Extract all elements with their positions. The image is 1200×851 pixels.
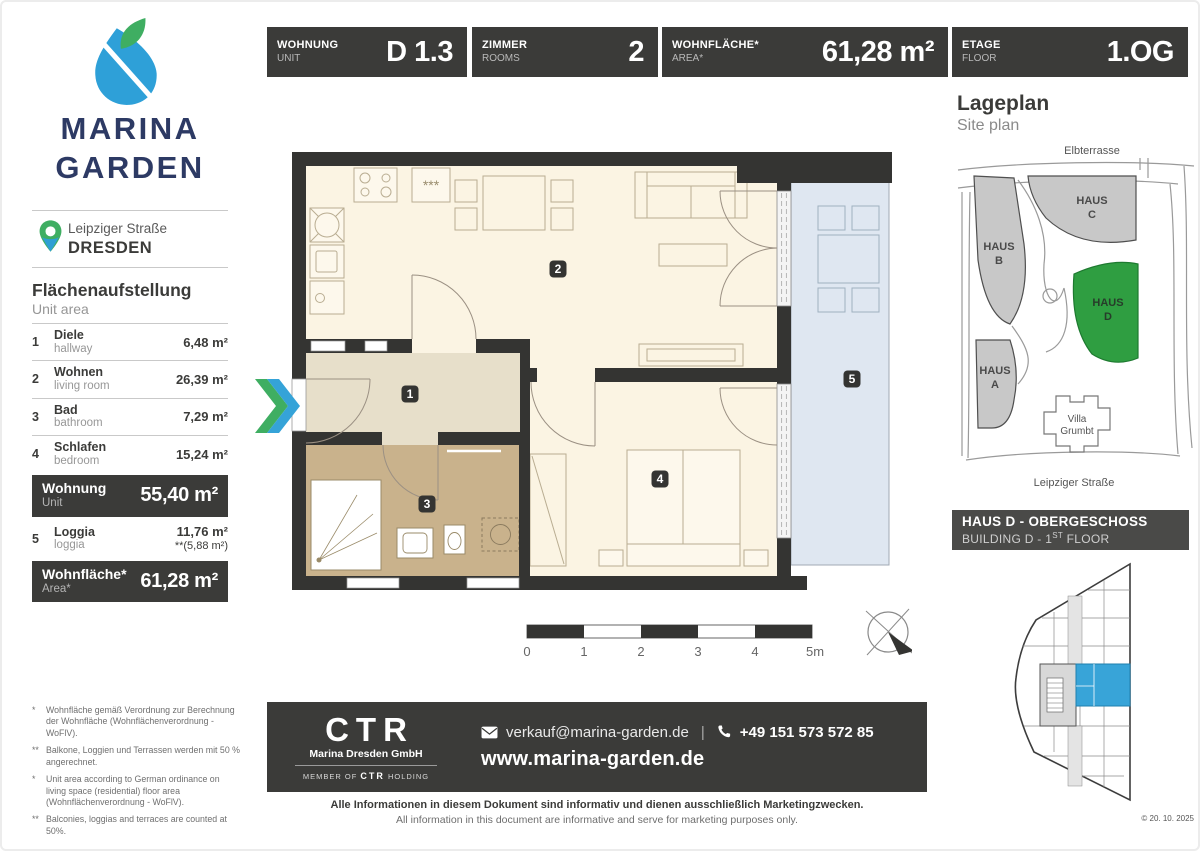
footnote-mark: * — [32, 774, 36, 785]
rooms-label-en: ROOMS — [482, 52, 520, 64]
row-value: 15,24 m² — [175, 446, 228, 462]
footnote — [32, 774, 240, 808]
floor-label-de: ETAGE — [962, 39, 1001, 52]
contact-phone[interactable]: +49 151 573 572 85 — [739, 723, 874, 741]
footnote-mark: ** — [32, 814, 39, 825]
footnote-mark: ** — [32, 745, 39, 756]
footnote-text: Unit area according to German ordinance on living space (residential) floor area (Wohnflächenverordnung - WoFlV). — [46, 774, 220, 807]
haus-c-letter: C — [1088, 209, 1096, 221]
area-total-box — [32, 561, 228, 603]
scale-label: 1 — [580, 644, 588, 659]
divider — [32, 267, 228, 268]
building-title-en-sup: ST — [1052, 530, 1064, 540]
street-elbterrasse: Elbterrasse — [1064, 145, 1120, 157]
area-total-label-de: Wohnfläche* — [42, 565, 127, 582]
disclaimer — [267, 799, 927, 826]
building-title-en-prefix: BUILDING D - 1 — [962, 531, 1053, 546]
ctr-member-line — [291, 771, 441, 781]
floor-plan — [252, 148, 912, 672]
row-name-en: loggia — [54, 539, 85, 552]
ctr-logo-block — [291, 713, 441, 781]
haus-c-label: HAUS — [1076, 195, 1108, 207]
footnote-text: Wohnfläche gemäß Verordnung zur Berechnung der Wohnfläche (Wohnflächenverordnung - WoFlV). — [46, 705, 235, 738]
footnote-mark: * — [32, 705, 36, 715]
header-box-rooms — [472, 27, 658, 77]
villa-line2: Grumbt — [1060, 426, 1094, 437]
haus-a-label: HAUS — [979, 365, 1011, 377]
footnote — [32, 705, 240, 739]
header-box-unit — [267, 27, 467, 77]
footnote — [32, 745, 240, 768]
badge-loggia: 5 — [848, 372, 856, 386]
website-link[interactable]: www.marina-garden.de — [481, 747, 705, 770]
disclaimer-en: All information in this document are informative and serve for marketing purposes only. — [396, 814, 798, 826]
row-name-de: Bad — [54, 402, 78, 417]
phone-icon — [717, 724, 732, 740]
area-label-en: AREA* — [672, 52, 704, 64]
member-suffix: HOLDING — [384, 772, 430, 781]
envelope-icon — [481, 726, 498, 739]
scale-label: 4 — [751, 644, 759, 659]
villa-line1: Villa — [1067, 414, 1087, 425]
site-buildings — [974, 176, 1138, 452]
row-name-en: bedroom — [54, 454, 100, 467]
row-value: 6,48 m² — [183, 334, 228, 350]
floor-label-en: FLOOR — [962, 52, 997, 64]
row-name-de: Schlafen — [54, 439, 107, 454]
loggia-value: 11,76 m² — [176, 523, 228, 539]
rooms-value: 2 — [628, 35, 644, 68]
compass-icon — [866, 609, 912, 655]
divider — [32, 210, 228, 211]
plan-date: © 20. 10. 2025 — [1141, 814, 1194, 823]
siteplan-title-en: Site plan — [957, 117, 1020, 134]
building-title-en-suffix: FLOOR — [1063, 531, 1110, 546]
table-row-hallway — [32, 323, 228, 360]
header-box-floor — [952, 27, 1188, 77]
header-box-area — [662, 27, 948, 77]
table-row-loggia — [32, 520, 228, 558]
haus-d-label: HAUS — [1092, 297, 1124, 309]
area-label-de: WOHNFLÄCHE* — [672, 39, 760, 52]
area-table — [32, 323, 228, 605]
row-value: 7,29 m² — [183, 409, 228, 425]
member-prefix: MEMBER OF — [302, 772, 361, 781]
street-leipziger: Leipziger Straße — [1033, 477, 1115, 489]
row-num: 1 — [32, 335, 39, 350]
building-overview-plan — [984, 556, 1199, 806]
row-num: 3 — [32, 409, 39, 424]
building-title-de: HAUS D - OBERGESCHOSS — [962, 514, 1148, 529]
row-name-de: Loggia — [54, 524, 95, 539]
footnote-text: Balconies, loggias and terraces are counted at 50%. — [46, 814, 227, 836]
row-num: 4 — [32, 447, 39, 462]
scale-label: 3 — [694, 644, 702, 659]
table-row-bedroom — [32, 435, 228, 472]
row-num: 2 — [32, 372, 39, 387]
contact-separator: | — [700, 723, 705, 741]
room-loggia — [791, 166, 889, 565]
siteplan-title-de: Lageplan — [957, 92, 1050, 115]
badge-bedroom: 4 — [656, 472, 664, 486]
ctr-divider — [295, 765, 437, 766]
site-plan — [952, 138, 1200, 506]
contact-email[interactable]: verkauf@marina-garden.de — [506, 723, 689, 741]
unit-value: D 1.3 — [386, 35, 453, 68]
row-num: 5 — [32, 531, 39, 546]
badge-hallway: 1 — [406, 387, 414, 401]
area-total-label-en: Area* — [42, 582, 71, 595]
brand-name — [2, 110, 258, 188]
building-corridor-lower — [1068, 726, 1082, 786]
building-section-header — [952, 510, 1189, 550]
haus-c-shape — [1028, 176, 1136, 242]
haus-b-letter: B — [995, 255, 1003, 267]
scale-label: 2 — [637, 644, 645, 659]
highlighted-unit — [1076, 664, 1130, 706]
badge-living: 2 — [554, 262, 562, 276]
brand-line2: GARDEN — [55, 149, 205, 185]
area-table-title-de: Flächenaufstellung — [32, 280, 192, 300]
location-street: Leipziger Straße — [68, 221, 168, 236]
row-name-en: bathroom — [54, 417, 103, 430]
location-city: DRESDEN — [68, 239, 153, 257]
area-total-value: 61,28 m² — [140, 569, 218, 592]
footnotes — [32, 705, 240, 843]
ctr-company: Marina Dresden GmbH — [309, 748, 423, 760]
footer-bar — [267, 702, 927, 792]
bedroom-furniture — [530, 450, 768, 566]
unit-label-en: UNIT — [277, 52, 301, 64]
building-title-en — [962, 531, 1179, 547]
row-value: 26,39 m² — [175, 371, 228, 387]
row-name-de: Wohnen — [54, 365, 104, 380]
floor-value: 1.OG — [1106, 35, 1174, 68]
area-value: 61,28 m² — [821, 35, 934, 68]
unit-total-label-en: Unit — [42, 497, 63, 510]
brand-line1: MARINA — [60, 111, 200, 146]
footnote — [32, 814, 240, 837]
member-brand: CTR — [360, 771, 385, 781]
haus-b-label: HAUS — [983, 241, 1015, 253]
marina-garden-logo-icon — [86, 16, 168, 110]
row-name-en: living room — [54, 380, 110, 393]
contact-block — [481, 724, 874, 771]
loggia-value-note: **(5,88 m²) — [174, 540, 228, 553]
footnote-text: Balkone, Loggien und Terrassen werden mit 50 % angerechnet. — [46, 745, 240, 767]
unit-total-value: 55,40 m² — [140, 484, 218, 507]
row-name-en: hallway — [54, 342, 93, 355]
building-corridor-upper — [1068, 596, 1082, 664]
table-row-bathroom — [32, 398, 228, 435]
scale-bar — [523, 625, 824, 659]
dishwasher-symbol: *** — [422, 177, 440, 193]
unit-label-de: WOHNUNG — [277, 39, 339, 52]
unit-total-box — [32, 475, 228, 517]
location-pin-icon — [38, 219, 63, 253]
ctr-logo: CTR — [325, 711, 414, 748]
row-name-de: Diele — [54, 328, 84, 342]
haus-d-letter: D — [1104, 311, 1112, 323]
haus-a-letter: A — [991, 379, 999, 391]
badge-bathroom: 3 — [423, 497, 431, 511]
unit-total-label-de: Wohnung — [42, 480, 107, 497]
scale-label: 5m — [805, 644, 825, 659]
rooms-label-de: ZIMMER — [482, 39, 528, 52]
scale-label: 0 — [523, 644, 531, 659]
table-row-living — [32, 360, 228, 397]
area-table-title-en: Unit area — [32, 301, 89, 317]
disclaimer-de: Alle Informationen in diesem Dokument sind informativ und dienen ausschließlich Marketingzwecken. — [330, 799, 864, 811]
